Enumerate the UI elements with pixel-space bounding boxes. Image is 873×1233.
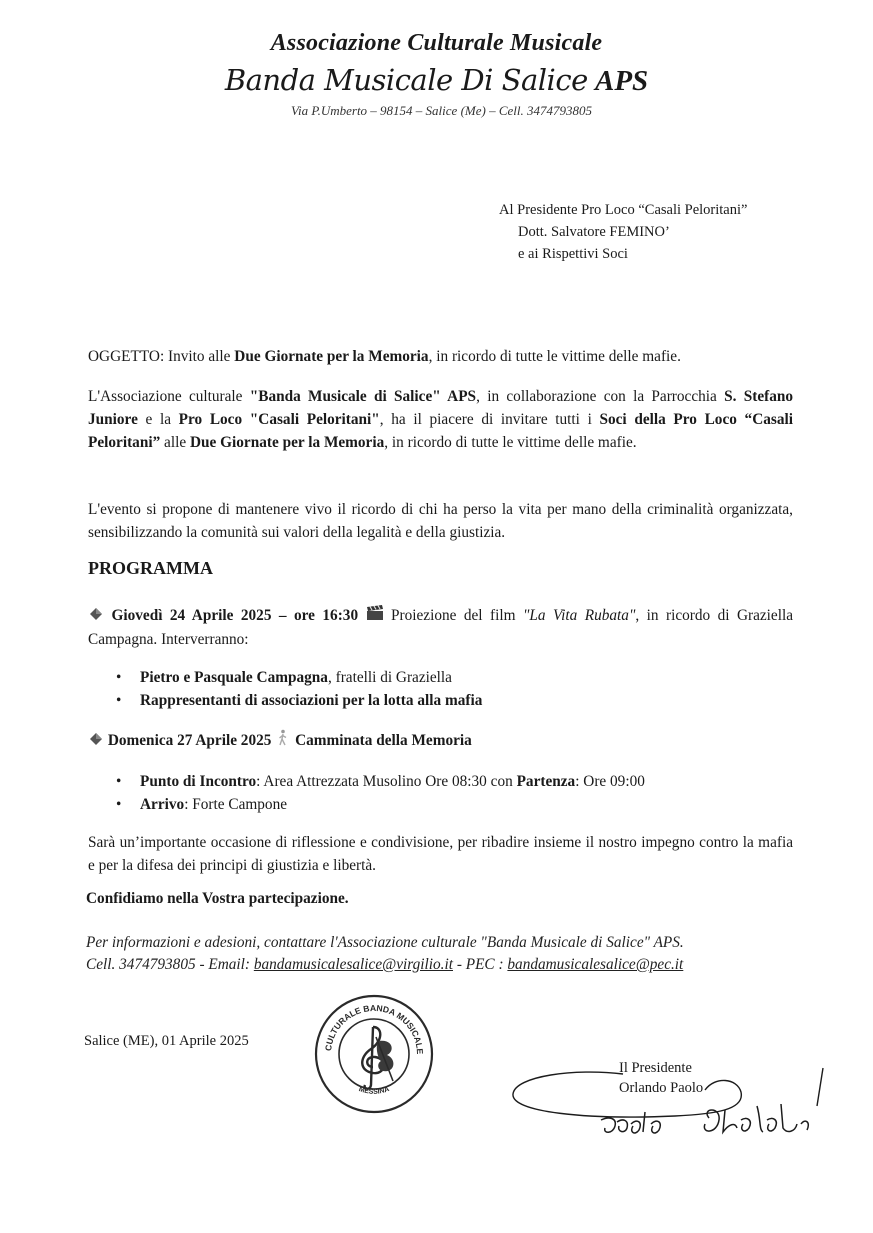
arrival-label: Arrivo xyxy=(140,796,185,813)
p1-bold-4: Soci della Pro Loco “Casali Peloritani” xyxy=(88,411,793,451)
contact-phone: Cell. 3474793805 - Email: xyxy=(86,956,254,973)
recipient-line-1: Al Presidente Pro Loco “Casali Peloritani” xyxy=(499,202,748,218)
bullet: • xyxy=(116,773,122,790)
date-line: Salice (ME), 01 Aprile 2025 xyxy=(84,1033,249,1049)
event-1 xyxy=(88,604,793,651)
org-name xyxy=(0,63,873,98)
signature-drawing xyxy=(505,1062,825,1152)
p1-text-5: alle xyxy=(160,434,190,451)
speaker-rest: , fratelli di Graziella xyxy=(327,669,452,686)
p1-text-1: L'Associazione culturale xyxy=(88,388,250,405)
contact-line-2 xyxy=(86,954,796,976)
arrival-text: : Forte Campone xyxy=(184,796,288,813)
program-heading: PROGRAMMA xyxy=(88,558,213,578)
list-item xyxy=(116,689,796,712)
pec-link[interactable]: bandamusicalesalice@pec.it xyxy=(507,956,684,973)
list-item xyxy=(116,666,796,689)
svg-text:MESSINA xyxy=(358,1086,391,1096)
event-2 xyxy=(88,729,793,754)
p1-bold-3: Pro Loco "Casali Peloritani" xyxy=(178,411,380,428)
event-1-date: Giovedì 24 Aprile 2025 – ore 16:30 xyxy=(111,607,359,624)
departure-text: : Ore 09:00 xyxy=(575,773,645,790)
subject-label: OGGETTO: Invito alle xyxy=(88,348,235,365)
speaker-bold: Rappresentanti di associazioni per la lotta alla mafia xyxy=(140,692,483,709)
email-link[interactable]: bandamusicalesalice@virgilio.it xyxy=(253,956,453,973)
president-name: Orlando Paolo xyxy=(619,1080,704,1096)
event-2-date: Domenica 27 Aprile 2025 xyxy=(107,732,272,750)
p1-text-3: e la xyxy=(137,411,179,428)
p1-bold-1: "Banda Musicale di Salice" APS xyxy=(249,388,477,405)
walking-person-icon xyxy=(275,729,291,754)
recipient-block xyxy=(499,199,747,265)
subject-line xyxy=(88,345,803,368)
stamp-city: MESSINA xyxy=(357,1085,391,1096)
org-address: Via P.Umberto – 98154 – Salice (Me) – Cell. 3474793805 xyxy=(290,103,592,118)
event-1-speakers xyxy=(116,666,796,712)
org-title: Associazione Culturale Musicale xyxy=(270,30,603,56)
diamond-icon xyxy=(88,605,104,628)
subject-rest: , in ricordo di tutte le vittime delle mafie. xyxy=(428,348,681,365)
pec-label: - PEC : xyxy=(453,956,508,973)
meeting-point-label: Punto di Incontro xyxy=(140,773,257,790)
p1-bold-5: Due Giornate per la Memoria xyxy=(189,434,385,451)
contact-info xyxy=(86,932,796,976)
org-name-suffix: APS xyxy=(594,65,649,97)
bullet: • xyxy=(116,692,122,709)
clapperboard-icon xyxy=(366,605,384,628)
bullet: • xyxy=(116,669,122,686)
p1-bold-2: S. Stefano Juniore xyxy=(88,388,794,428)
bullet: • xyxy=(116,796,122,813)
stamp-text: CULTURALE BANDA MUSICALE xyxy=(323,1002,426,1055)
p1-text-2: , in collaborazione con la Parrocchia xyxy=(476,388,725,405)
president-title: Il Presidente xyxy=(619,1060,692,1076)
handwritten-signature xyxy=(505,1062,825,1152)
event-1-text-1: Proiezione del film xyxy=(383,607,523,624)
meeting-point-text: : Area Attrezzata Musolino Ore 08:30 con xyxy=(256,773,517,790)
p1-text-6: , in ricordo di tutte le vittime delle mafie. xyxy=(384,434,637,451)
diamond-icon xyxy=(88,730,104,753)
subject-bold: Due Giornate per la Memoria xyxy=(234,348,429,365)
association-stamp xyxy=(313,993,435,1115)
event-2-title: Camminata della Memoria xyxy=(295,732,472,750)
event-1-text-2: , in ricordo di Graziella Campagna. Interverranno: xyxy=(88,607,794,648)
p1-text-4: , ha il piacere di invitare tutti i xyxy=(379,411,600,428)
speaker-bold: Pietro e Pasquale Campagna xyxy=(140,669,328,686)
contact-line-1: Per informazioni e adesioni, contattare l'Associazione culturale "Banda Musicale di Salice" APS. xyxy=(86,934,684,951)
list-item xyxy=(116,770,796,793)
event-2-details xyxy=(116,770,796,816)
event-1-film: "La Vita Rubata" xyxy=(522,607,636,624)
departure-label: Partenza xyxy=(516,773,576,790)
paragraph-closing: Sarà un’importante occasione di riflessione e condivisione, per ribadire insieme il nostro impegno contro la mafia e per la difesa dei principi di giustizia e libertà. xyxy=(88,834,793,874)
stamp-seal xyxy=(313,993,435,1115)
org-name-script: Banda Musicale Di Salice xyxy=(224,63,588,97)
list-item xyxy=(116,793,796,816)
paragraph-purpose: L'evento si propone di mantenere vivo il ricordo di chi ha perso la vita per mano della criminalità organizzata, sensibilizzando la comunità sui valori della legalità e della giustizia. xyxy=(88,501,793,541)
closing-line: Confidiamo nella Vostra partecipazione. xyxy=(86,890,349,907)
paragraph-intro xyxy=(88,385,793,454)
recipient-line-3: e ai Rispettivi Soci xyxy=(518,246,628,262)
recipient-line-2: Dott. Salvatore FEMINO’ xyxy=(518,224,670,240)
